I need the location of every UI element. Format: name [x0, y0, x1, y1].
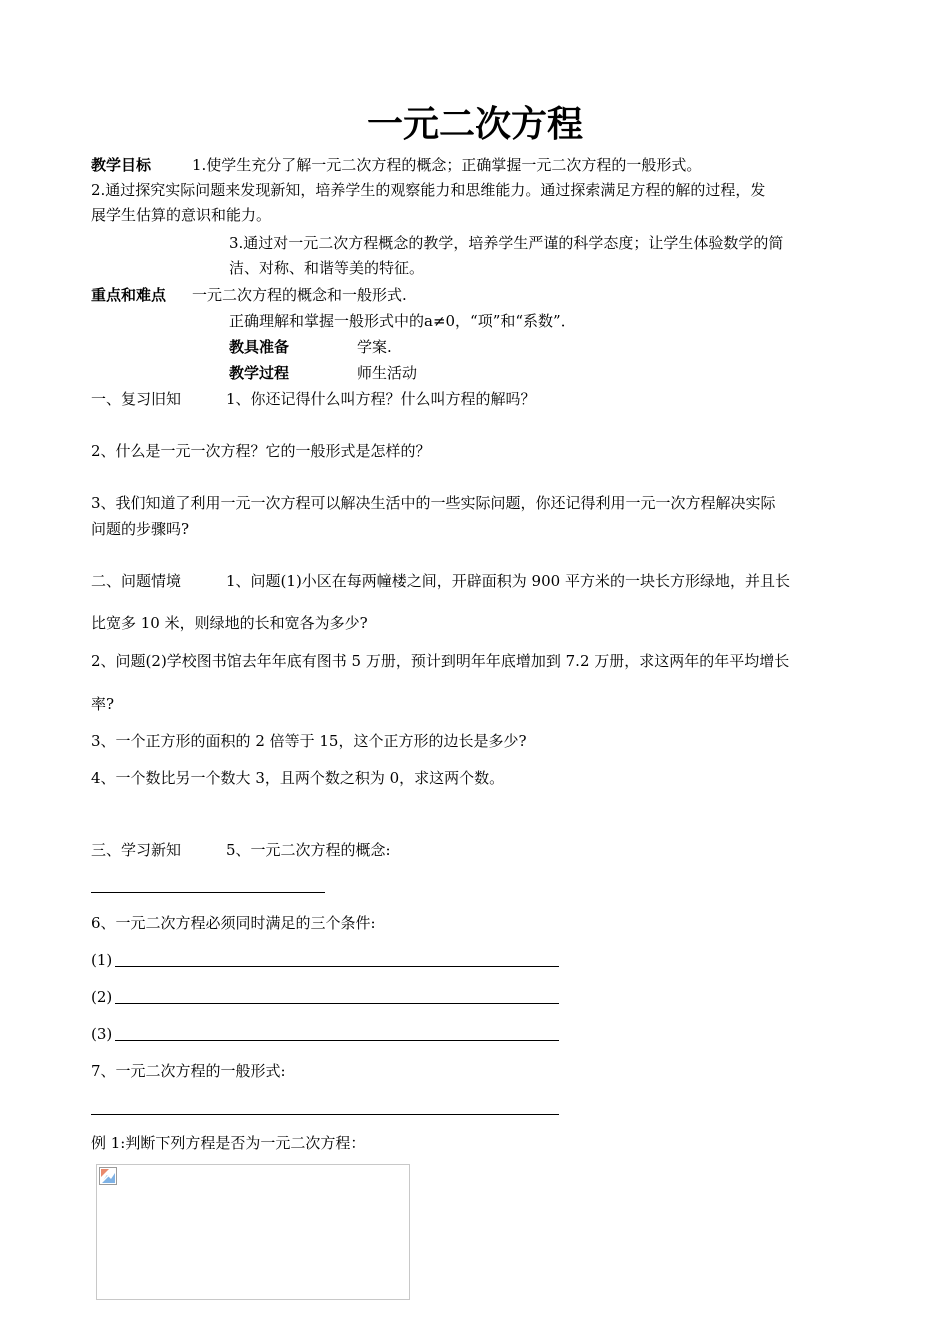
process-label: 教学过程	[229, 364, 290, 382]
situation-problem-2-line-2: 率?	[91, 695, 115, 713]
objective-item-2-line-1: 2.通过探究实际问题来发现新知，培养学生的观察能力和思维能力。通过探索满足方程的解的过程，发	[91, 181, 766, 199]
general-form-line	[91, 1114, 559, 1115]
objective-item-1: 1.使学生充分了解一元二次方程的概念；正确掌握一元二次方程的一般形式。	[192, 156, 702, 174]
condition-3-line	[115, 1040, 559, 1041]
concept-question: 5、一元二次方程的概念:	[226, 841, 391, 859]
key-point-1: 一元二次方程的概念和一般形式.	[192, 286, 407, 304]
general-form-question: 7、一元二次方程的一般形式:	[91, 1062, 286, 1080]
review-question-1: 1、你还记得什么叫方程？什么叫方程的解吗？	[226, 390, 536, 408]
process-value: 师生活动	[357, 364, 418, 382]
condition-1-line	[115, 966, 559, 967]
tools-label: 教具准备	[229, 338, 290, 356]
situation-problem-3: 3、一个正方形的面积的 2 倍等于 15，这个正方形的边长是多少?	[91, 732, 527, 750]
situation-problem-2-line-1: 2、问题(2)学校图书馆去年年底有图书 5 万册，预计到明年年底增加到 7.2 万册，求这两年的年平均增长	[91, 652, 790, 670]
objective-item-3-line-2: 洁、对称、和谐等美的特征。	[229, 259, 425, 277]
objectives-label: 教学目标	[91, 156, 152, 174]
key-point-2: 正确理解和掌握一般形式中的a≠0，“项”和“系数”．	[229, 312, 576, 330]
review-question-2: 2、什么是一元一次方程？它的一般形式是怎样的？	[91, 442, 431, 460]
key-points-label: 重点和难点	[91, 286, 167, 304]
example-image-placeholder	[96, 1164, 410, 1300]
condition-2-label: (2)	[91, 988, 113, 1006]
review-heading: 一、复习旧知	[91, 390, 182, 408]
conditions-question: 6、一元二次方程必须同时满足的三个条件:	[91, 914, 376, 932]
condition-1-label: (1)	[91, 951, 113, 969]
objective-item-3-line-1: 3.通过对一元二次方程概念的教学，培养学生严谨的科学态度；让学生体验数学的简	[229, 234, 784, 252]
tools-value: 学案.	[357, 338, 392, 356]
review-question-3-line-1: 3、我们知道了利用一元一次方程可以解决生活中的一些实际问题，你还记得利用一元一次方程解决实际	[91, 494, 776, 512]
situation-heading: 二、问题情境	[91, 572, 182, 590]
page-title: 一元二次方程	[366, 104, 583, 145]
situation-problem-4: 4、一个数比另一个数大 3，且两个数之积为 0，求这两个数。	[91, 769, 505, 787]
situation-problem-1-line-1: 1、问题(1)小区在每两幢楼之间，开辟面积为 900 平方米的一块长方形绿地，并且长	[226, 572, 790, 590]
review-question-3-line-2: 问题的步骤吗?	[91, 520, 190, 538]
condition-2-line	[115, 1003, 559, 1004]
objective-item-2-line-2: 展学生估算的意识和能力。	[91, 206, 272, 224]
example-1-heading: 例 1:判断下列方程是否为一元二次方程：	[91, 1134, 366, 1152]
situation-problem-1-line-2: 比宽多 10 米，则绿地的长和宽各为多少?	[91, 614, 368, 632]
concept-answer-line	[91, 892, 325, 893]
condition-3-label: (3)	[91, 1025, 113, 1043]
broken-image-icon	[99, 1167, 117, 1185]
new-knowledge-heading: 三、学习新知	[91, 841, 182, 859]
